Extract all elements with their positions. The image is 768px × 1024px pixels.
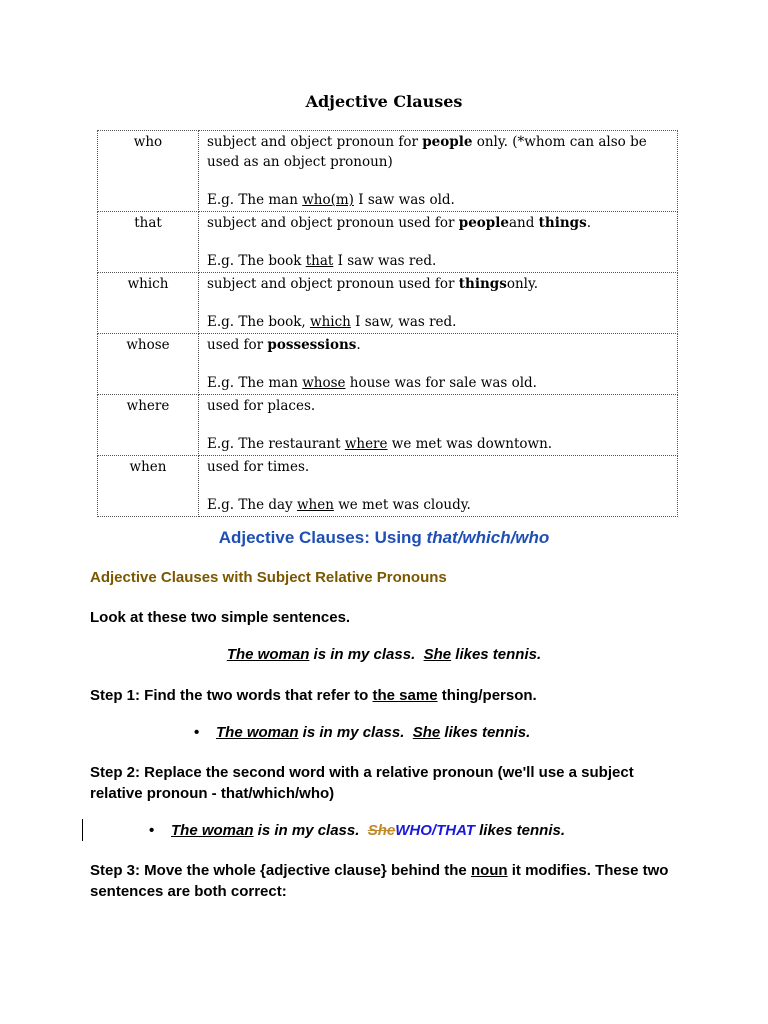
example	[207, 313, 669, 333]
sentence-text: likes tennis.	[451, 646, 542, 663]
list-item	[149, 822, 565, 839]
example-text: house was for sale was old.	[345, 375, 537, 391]
example-text: E.g. The day	[207, 497, 297, 513]
example-text: E.g. The book	[207, 253, 306, 269]
section-heading-text: Adjective Clauses: Using	[218, 528, 427, 547]
section-heading	[0, 528, 768, 548]
step-underlined: the same	[372, 687, 438, 704]
definition-text: and	[508, 214, 539, 231]
example-text: E.g. The man	[207, 192, 303, 208]
example-text: I saw, was red.	[350, 314, 457, 330]
definition	[207, 458, 669, 478]
sentence-pronoun: She	[412, 724, 441, 741]
definition-text: used for places.	[207, 397, 316, 414]
definition-text: subject and object pronoun for	[207, 134, 423, 150]
step-text: it modifies. These two sentences are both correct:	[90, 862, 669, 900]
definition-cell	[199, 333, 678, 394]
sentence-pronoun: She	[423, 646, 452, 663]
struck-pronoun: She	[367, 822, 396, 839]
example	[207, 191, 669, 211]
sentence-text: is in my class.	[298, 724, 413, 741]
pronoun-cell: where	[98, 394, 199, 455]
definition	[207, 336, 669, 356]
step-2: Step 2: Replace the second word with a relative pronoun (we'll use a subject relative pronoun - that/which/who)	[90, 764, 634, 802]
definition-text: only. (*whom can also be used as an object pronoun)	[207, 134, 647, 170]
example-text: we met was cloudy.	[333, 497, 471, 513]
pronoun-cell: that	[98, 211, 199, 272]
example-pronoun: where	[344, 436, 388, 452]
definition-cell	[199, 211, 678, 272]
example-sentence	[0, 646, 768, 663]
table-row	[98, 333, 678, 394]
definition-cell	[199, 131, 678, 212]
sentence-text: is in my class.	[309, 646, 424, 663]
sentence-text: likes tennis.	[474, 822, 566, 839]
example	[207, 435, 669, 455]
example-text: E.g. The man	[207, 375, 303, 391]
pronoun-cell: who	[98, 131, 199, 212]
pronoun-cell: when	[98, 455, 199, 516]
definition-text: subject and object pronoun used for	[207, 214, 459, 231]
definition-bold: possessions	[267, 336, 357, 353]
intro-text: Look at these two simple sentences.	[90, 609, 351, 626]
step-underlined: noun	[470, 862, 508, 879]
step-text: Step 3: Move the whole {adjective clause} behind the	[90, 862, 471, 879]
example-text: I saw was old.	[353, 192, 455, 208]
example-pronoun: that	[305, 253, 334, 269]
table-row	[98, 455, 678, 516]
sentence-text: is in my class.	[253, 822, 368, 839]
definition-text: subject and object pronoun used for	[207, 275, 459, 292]
definition-cell	[199, 394, 678, 455]
definition-text: .	[356, 336, 361, 353]
definition-bold: things	[458, 275, 507, 292]
definition-text: .	[586, 214, 591, 231]
definition-text: only.	[506, 275, 539, 292]
table-row	[98, 211, 678, 272]
pronoun-table	[97, 130, 678, 517]
step-3	[90, 860, 690, 902]
example-text: we met was downtown.	[387, 436, 553, 452]
definition	[207, 275, 669, 295]
example	[207, 374, 669, 394]
step-text: thing/person.	[437, 687, 537, 704]
relative-pronoun: WHO/THAT	[395, 822, 475, 839]
definition-bold: people	[422, 134, 473, 150]
subsection-heading: Adjective Clauses with Subject Relative Pronouns	[90, 569, 447, 586]
definition	[207, 133, 669, 172]
example-pronoun: which	[310, 314, 351, 330]
table-row	[98, 272, 678, 333]
text-cursor	[82, 819, 83, 841]
example	[207, 496, 669, 516]
sentence-subject: The woman	[226, 646, 310, 663]
example-text: E.g. The book,	[207, 314, 311, 330]
example-text: E.g. The restaurant	[207, 436, 345, 452]
example-pronoun: who(m)	[302, 192, 354, 208]
example-pronoun: whose	[302, 375, 346, 391]
step-text: Step 1: Find the two words that refer to	[90, 687, 373, 704]
example	[207, 252, 669, 272]
definition-text: used for	[207, 336, 268, 353]
bullet-icon: •	[194, 724, 200, 741]
example-pronoun: when	[296, 497, 334, 513]
sentence-subject: The woman	[171, 822, 254, 839]
section-heading-italic: that/which/who	[426, 528, 550, 547]
list-item	[194, 724, 530, 741]
sentence-text: likes tennis.	[440, 724, 531, 741]
bullet-icon: •	[149, 822, 155, 839]
sentence-subject: The woman	[216, 724, 299, 741]
step-1	[90, 685, 690, 706]
definition	[207, 397, 669, 417]
pronoun-cell: whose	[98, 333, 199, 394]
definition-bold: people	[458, 214, 509, 231]
definition-cell	[199, 455, 678, 516]
pronoun-cell: which	[98, 272, 199, 333]
table-row	[98, 394, 678, 455]
example-text: I saw was red.	[333, 253, 437, 269]
definition-bold: things	[538, 214, 587, 231]
definition-text: used for times.	[207, 458, 310, 475]
page-title: Adjective Clauses	[305, 92, 463, 111]
definition-cell	[199, 272, 678, 333]
definition	[207, 214, 669, 234]
table-row	[98, 131, 678, 212]
